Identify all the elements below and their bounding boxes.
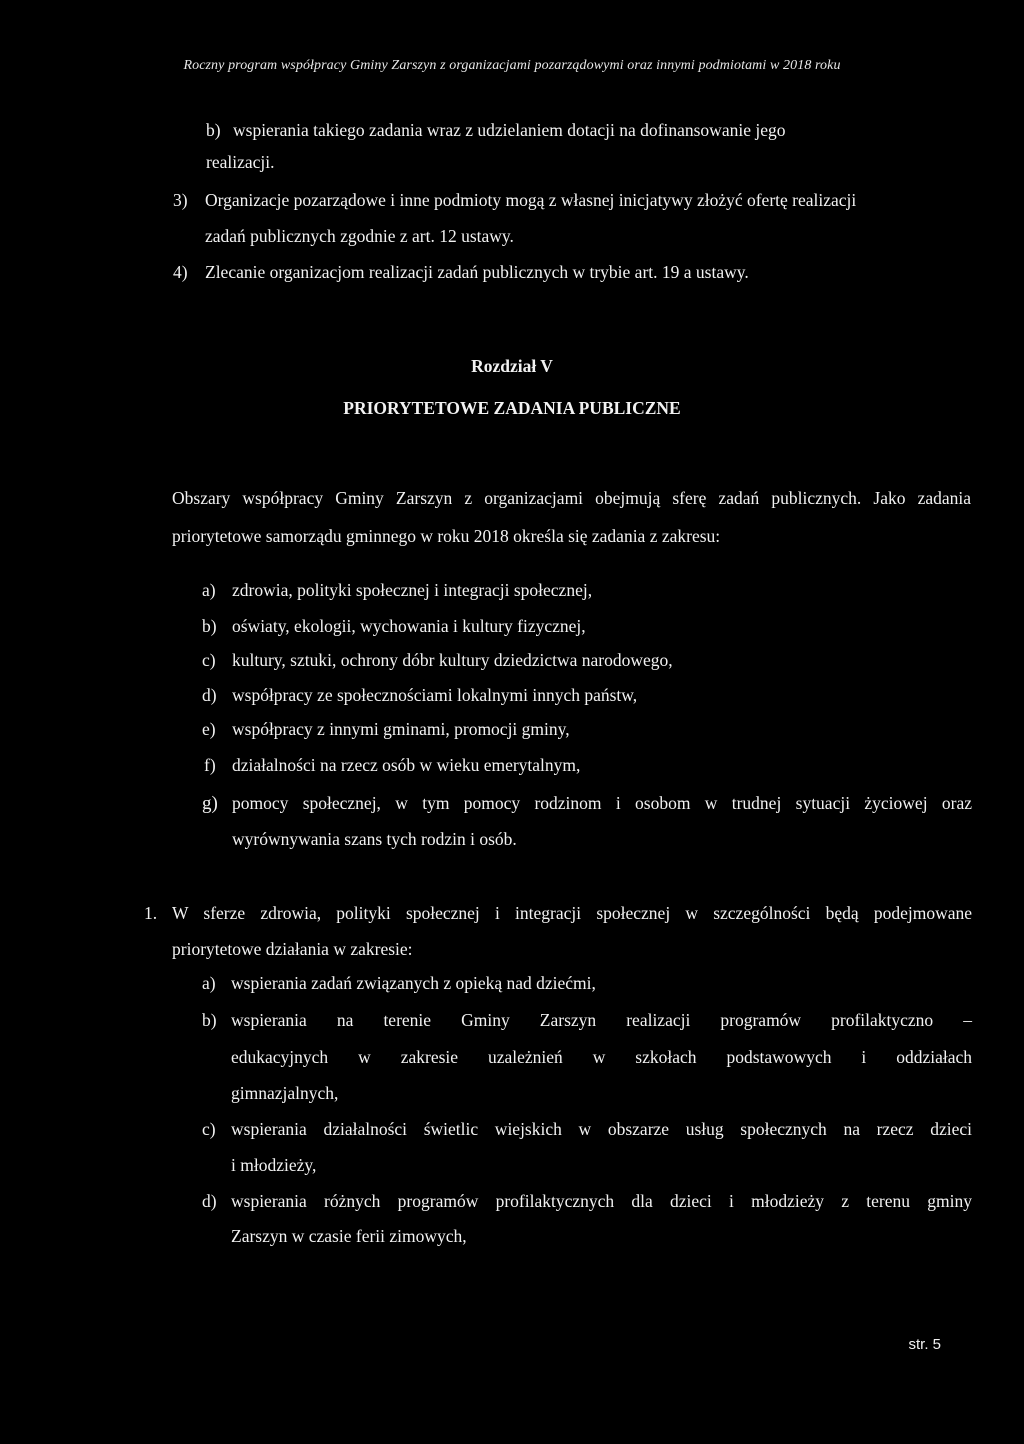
intro-item-3-line-1: Organizacje pozarządowe i inne podmioty mogą z własnej inicjatywy złożyć ofertę realizacji [205, 190, 857, 210]
intro-item-b-line-1: wspierania takiego zadania wraz z udzielaniem dotacji na dofinansowanie jego [233, 120, 786, 140]
area-e-text: współpracy z innymi gminami, promocji gminy, [232, 719, 570, 739]
section-1-item-c-line-2: i młodzieży, [231, 1155, 317, 1175]
section-1-item-b-line-2: edukacyjnych w zakresie uzależnień w szkołach podstawowych i oddziałach [231, 1047, 972, 1067]
area-f-marker: f) [204, 755, 216, 775]
area-d-text: współpracy ze społecznościami lokalnymi innych państw, [232, 685, 638, 705]
section-1-item-b-line-1: wspierania na terenie Gminy Zarszyn realizacji programów profilaktyczno – [231, 1010, 972, 1030]
section-1-item-c-marker: c) [202, 1119, 216, 1139]
chapter-title: PRIORYTETOWE ZADANIA PUBLICZNE [343, 398, 681, 418]
page-number: str. 5 [908, 1336, 941, 1353]
area-a-text: zdrowia, polityki społecznej i integracji społecznej, [232, 580, 593, 600]
section-1-item-a-text: wspierania zadań związanych z opieką nad dziećmi, [231, 973, 596, 993]
area-c-text: kultury, sztuki, ochrony dóbr kultury dziedzictwa narodowego, [232, 650, 673, 670]
intro-item-3-line-2: zadań publicznych zgodnie z art. 12 ustawy. [205, 226, 514, 246]
area-g-line-1: pomocy społecznej, w tym pomocy rodzinom i osobom w trudnej sytuacji życiowej oraz [232, 793, 972, 813]
intro-item-4-marker: 4) [173, 262, 188, 282]
chapter-label: Rozdział V [471, 356, 553, 376]
area-f-text: działalności na rzecz osób w wieku emerytalnym, [232, 755, 581, 775]
intro-item-b-marker: b) [206, 120, 221, 140]
area-e-marker: e) [202, 719, 216, 739]
section-1-item-a-marker: a) [202, 973, 216, 993]
area-b-marker: b) [202, 616, 217, 636]
running-header: Roczny program współpracy Gminy Zarszyn z organizacjami pozarządowymi oraz innymi podmiotami w 2018 roku [183, 58, 841, 73]
area-c-marker: c) [202, 650, 216, 670]
paragraph-line-2: priorytetowe samorządu gminnego w roku 2018 określa się zadania z zakresu: [172, 526, 721, 546]
intro-item-4-line-1: Zlecanie organizacjom realizacji zadań publicznych w trybie art. 19 a ustawy. [205, 262, 749, 282]
section-1-line-2: priorytetowe działania w zakresie: [172, 939, 413, 959]
paragraph-line-1: Obszary współpracy Gminy Zarszyn z organizacjami obejmują sferę zadań publicznych. Jako zadania [172, 488, 971, 508]
area-g-line-2: wyrównywania szans tych rodzin i osób. [232, 829, 517, 849]
section-1-item-d-line-2: Zarszyn w czasie ferii zimowych, [231, 1226, 467, 1246]
section-1-item-d-line-1: wspierania różnych programów profilaktycznych dla dzieci i młodzieży z terenu gminy [231, 1191, 972, 1211]
area-g-marker: g) [202, 793, 218, 814]
section-1-marker: 1. [144, 903, 158, 923]
area-d-marker: d) [202, 685, 217, 705]
section-1-item-b-line-3: gimnazjalnych, [231, 1083, 339, 1103]
area-b-text: oświaty, ekologii, wychowania i kultury fizycznej, [232, 616, 586, 636]
section-1-line-1: W sferze zdrowia, polityki społecznej i integracji społecznej w szczególności będą podejmowane [172, 903, 972, 923]
area-a-marker: a) [202, 580, 216, 600]
intro-item-3-marker: 3) [173, 190, 188, 210]
intro-item-b-line-2: realizacji. [206, 152, 275, 172]
section-1-item-d-marker: d) [202, 1191, 217, 1211]
section-1-item-b-marker: b) [202, 1010, 217, 1030]
section-1-item-c-line-1: wspierania działalności świetlic wiejskich w obszarze usług społecznych na rzecz dzieci [231, 1119, 972, 1139]
